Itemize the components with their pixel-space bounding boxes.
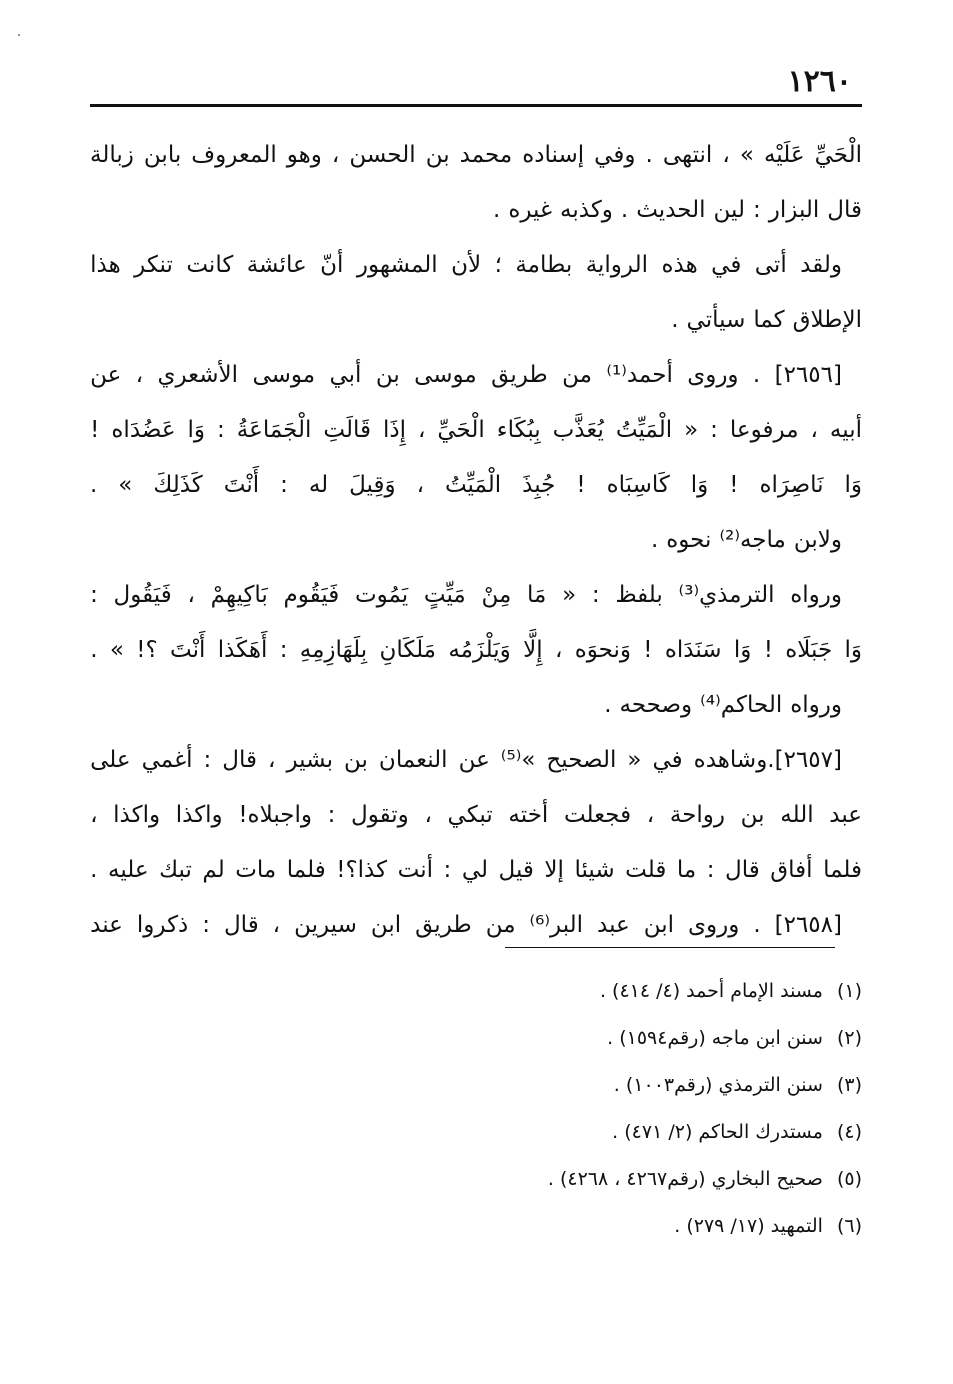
word: أخته [508, 802, 549, 828]
word: ؛ [494, 252, 502, 278]
word: ابن [643, 912, 675, 938]
word: تبك [159, 857, 192, 883]
word: . [493, 197, 501, 223]
word: . [90, 637, 98, 663]
word: وروى [687, 362, 739, 388]
word: فجعلت [563, 802, 632, 828]
footnote-text: صحيح البخاري (رقم٤٢٦٧ ، ٤٢٦٨) . [547, 1168, 823, 1190]
footnote [90, 1156, 862, 1203]
footnote-number: (٢) [836, 1027, 862, 1049]
word: الصحيح [546, 747, 617, 773]
word: يُعَذَّب [552, 417, 604, 443]
word: بِبُكَاء [496, 417, 541, 443]
word: ، [90, 802, 98, 828]
word: لي [461, 857, 488, 883]
word: كما [753, 307, 785, 333]
word: ورواه [790, 692, 842, 718]
word: أَنْتَ [170, 637, 206, 663]
word: وَا [187, 417, 206, 443]
word: وتقول [351, 802, 409, 828]
word: بَاكِيهِمْ [210, 582, 268, 608]
word: عند [90, 912, 123, 938]
word: أتى [754, 252, 787, 278]
word: مِنْ [481, 582, 512, 608]
word: وَيَلْزَمُه [448, 637, 511, 663]
footnote-number: (٥) [836, 1168, 862, 1190]
word: بن [425, 142, 450, 168]
word: ، [187, 582, 195, 608]
word: » [739, 142, 754, 168]
word: مات [235, 857, 277, 883]
word: قلت [625, 857, 667, 883]
word: قال [222, 747, 257, 773]
word: سَنَدَاه [664, 637, 722, 663]
word: فلما [823, 857, 862, 883]
word: قال [827, 197, 862, 223]
word: من [485, 912, 516, 938]
word: له [308, 472, 329, 498]
word: [٢٦٥٧].وشاهده [693, 747, 842, 773]
footnote [90, 968, 862, 1015]
word: . [753, 912, 761, 938]
word: الترمذي⁽³⁾ [678, 582, 775, 608]
word: البر⁽⁶⁾ [529, 912, 584, 938]
word: انتهى [662, 142, 713, 168]
footnotes [90, 968, 862, 1250]
word: مرفوعا [729, 417, 799, 443]
word: أبيه [829, 417, 862, 443]
word: ! [576, 472, 586, 498]
word: . [671, 307, 679, 333]
word: إلا [544, 857, 564, 883]
word: عبد [829, 802, 862, 828]
footnote [90, 1109, 862, 1156]
text-line [90, 898, 862, 953]
word: إِذَا [382, 417, 406, 443]
word: أنّ [320, 252, 344, 278]
word: لين [713, 197, 745, 223]
word: موسى [414, 362, 477, 388]
text-line [90, 348, 862, 403]
word: . [752, 362, 761, 388]
word: شيئا [574, 857, 615, 883]
word: : [279, 637, 288, 663]
text-line [90, 458, 862, 513]
word: أَنْتَ [223, 472, 260, 498]
word: في [711, 252, 742, 278]
word: وَا [733, 637, 752, 663]
word: لأن [451, 252, 482, 278]
footnote-number: (٣) [836, 1074, 862, 1096]
word: ورواه [790, 582, 842, 608]
word: : [280, 472, 288, 498]
text-line [90, 128, 862, 183]
word: عبد [597, 912, 630, 938]
word: ذكروا [136, 912, 189, 938]
word: بن [740, 802, 765, 828]
text-line [90, 843, 862, 898]
word: ، [331, 142, 340, 168]
word: ، [722, 142, 730, 168]
word: الرواية [585, 252, 649, 278]
word: محمد [459, 142, 513, 168]
word: عن [458, 747, 490, 773]
word: جُبِذَ [522, 472, 556, 498]
word: أغمي [141, 747, 193, 773]
header-rule [90, 104, 862, 107]
word: ، [416, 472, 424, 498]
word: فَيَقُول [113, 582, 172, 608]
footnote [90, 1015, 862, 1062]
word: وَا [844, 472, 862, 498]
word: سيرين [294, 912, 357, 938]
word: الإطلاق [792, 307, 862, 333]
word: ، [268, 747, 276, 773]
word: : [591, 582, 600, 608]
word: . [620, 197, 629, 223]
word: وصححه [619, 692, 693, 718]
word: » [109, 637, 124, 663]
word: الْحَيِّ [814, 142, 862, 168]
word: عَلَيْه [763, 142, 805, 168]
text-line [90, 733, 862, 788]
word: عليه [108, 857, 149, 883]
word: واجبلاه! [238, 802, 312, 828]
word: . [604, 692, 612, 718]
word: بلفظ [615, 582, 663, 608]
text-line [90, 293, 862, 348]
word: فلما [286, 857, 326, 883]
word: سيأتي [686, 307, 746, 333]
word: إسناده [522, 142, 585, 168]
word: أنت [397, 857, 433, 883]
word: ، [810, 417, 818, 443]
word: البزار [768, 197, 820, 223]
word: . [645, 142, 653, 168]
word: واكذا [113, 802, 161, 828]
word: « [562, 582, 577, 608]
footnote [90, 1203, 862, 1250]
word: ! [643, 637, 653, 663]
word: . [650, 527, 659, 553]
word: ! [90, 417, 100, 443]
word: قَالَتِ [323, 417, 371, 443]
word: كذا؟! [336, 857, 388, 883]
word: « [684, 417, 699, 443]
word: بن [344, 747, 368, 773]
word: فَيَقُوم [283, 582, 340, 608]
word: الحسن [349, 142, 416, 168]
footnote-separator [505, 947, 835, 948]
word: كَاسِبَاه [606, 472, 670, 498]
word: : [710, 417, 718, 443]
word: بن [375, 362, 400, 388]
text-line [90, 623, 862, 678]
word: [٢٦٥٦] [774, 362, 842, 388]
word: الأشعري [157, 362, 239, 388]
footnote-text: سنن ابن ماجه (رقم١٥٩٤) . [607, 1027, 823, 1049]
word: إِلَّا [523, 637, 543, 663]
word: قال [725, 857, 760, 883]
word: وهو [286, 142, 322, 168]
word: أَهَكَذا [217, 637, 268, 663]
word: ولقد [800, 252, 842, 278]
footnote-text: التمهيد (١٧/ ٢٧٩) . [674, 1215, 823, 1237]
word: وَقِيلَ [349, 472, 396, 498]
word: أفاق [770, 857, 813, 883]
word: الْمَيِّتُ [444, 472, 502, 498]
text-line [90, 238, 862, 293]
word: المعروف [191, 142, 277, 168]
word: . [90, 857, 98, 883]
text-line [90, 678, 862, 733]
text-line [90, 183, 862, 238]
word: قيل [498, 857, 534, 883]
word: وَا [844, 637, 862, 663]
text-line [90, 403, 862, 458]
word: بِلَهَازِمِهِ [299, 637, 368, 663]
word: رواحة [669, 802, 726, 828]
word: الْحَيِّ [437, 417, 485, 443]
word: مَا [527, 582, 547, 608]
word: ! [763, 637, 773, 663]
word: تبكي [447, 802, 493, 828]
text-line [90, 513, 862, 568]
word: هذه [661, 252, 698, 278]
word: ابن [370, 912, 402, 938]
text-line [90, 568, 862, 623]
word: ؟! [136, 637, 158, 663]
word: الْجَمَاعَةُ [236, 417, 312, 443]
word: قال [223, 912, 259, 938]
word: زبالة [90, 142, 134, 168]
word: : [706, 857, 715, 883]
word: عَضُدَاه [111, 417, 176, 443]
word: لم [202, 857, 225, 883]
word: من [562, 362, 592, 388]
footnote-number: (١) [836, 980, 862, 1002]
word: وكذبه [560, 197, 613, 223]
word: في [652, 747, 683, 773]
word: واكذا [175, 802, 223, 828]
word: : [90, 582, 98, 608]
word: وَا [690, 472, 709, 498]
main-text [90, 128, 862, 953]
word: »⁽⁵⁾ [500, 747, 536, 773]
word: « [627, 747, 642, 773]
word: : [327, 802, 336, 828]
word: : [443, 857, 452, 883]
footnote-number: (٦) [836, 1215, 862, 1237]
word: أحمد⁽¹⁾ [606, 362, 673, 388]
footnote-text: مسند الإمام أحمد (٤/ ٤١٤) . [599, 980, 823, 1002]
word: ولابن [793, 527, 842, 553]
word: موسى [252, 362, 316, 388]
word: وروى [688, 912, 740, 938]
word: ، [272, 912, 281, 938]
word: ! [729, 472, 739, 498]
word: : [202, 912, 210, 938]
word: الله [780, 802, 814, 828]
footnote-text: مستدرك الحاكم (٢/ ٤٧١) . [612, 1121, 823, 1143]
word: طريق [491, 362, 548, 388]
word: ماجه⁽²⁾ [719, 527, 786, 553]
footnote-number: (٤) [836, 1121, 862, 1143]
word: [٢٦٥٨] [774, 912, 842, 938]
word: طريق [415, 912, 472, 938]
word: على [90, 747, 131, 773]
word: ، [424, 802, 432, 828]
word: هذا [90, 252, 121, 278]
footnote-text: سنن الترمذي (رقم١٠٠٣) . [613, 1074, 823, 1096]
word: ، [135, 362, 144, 388]
word: كَذَلِكَ [153, 472, 203, 498]
word: . [90, 472, 98, 498]
footnote [90, 1062, 862, 1109]
word: نحوه [666, 527, 712, 553]
scan-speck [18, 34, 20, 36]
word: : [217, 417, 225, 443]
word: المشهور [356, 252, 438, 278]
word: بشير [286, 747, 333, 773]
word: ، [646, 802, 655, 828]
word: النعمان [378, 747, 448, 773]
page-number: ١٢٦٠ [787, 64, 852, 99]
word: مَلَكَانِ [379, 637, 437, 663]
word: بطامة [515, 252, 573, 278]
text-line [90, 788, 862, 843]
word: عائشة [246, 252, 307, 278]
word: غيره [508, 197, 553, 223]
word: : [203, 747, 212, 773]
word: تنكر [134, 252, 173, 278]
word: يَمُوت [354, 582, 409, 608]
word: كانت [186, 252, 234, 278]
word: » [118, 472, 133, 498]
word: وفي [594, 142, 636, 168]
word: الْمَيِّتُ [615, 417, 673, 443]
word: نَاصِرَاه [759, 472, 824, 498]
word: ما [676, 857, 697, 883]
word: الحاكم⁽⁴⁾ [700, 692, 783, 718]
word: : [753, 197, 761, 223]
word: مَيِّتٍ [423, 582, 466, 608]
word: وَنحوَه [574, 637, 631, 663]
word: ، [554, 637, 563, 663]
word: أبي [329, 362, 362, 388]
word: عن [90, 362, 122, 388]
word: ، [417, 417, 426, 443]
word: بابن [143, 142, 182, 168]
word: الحديث [636, 197, 706, 223]
word: جَبَلَاه [785, 637, 833, 663]
